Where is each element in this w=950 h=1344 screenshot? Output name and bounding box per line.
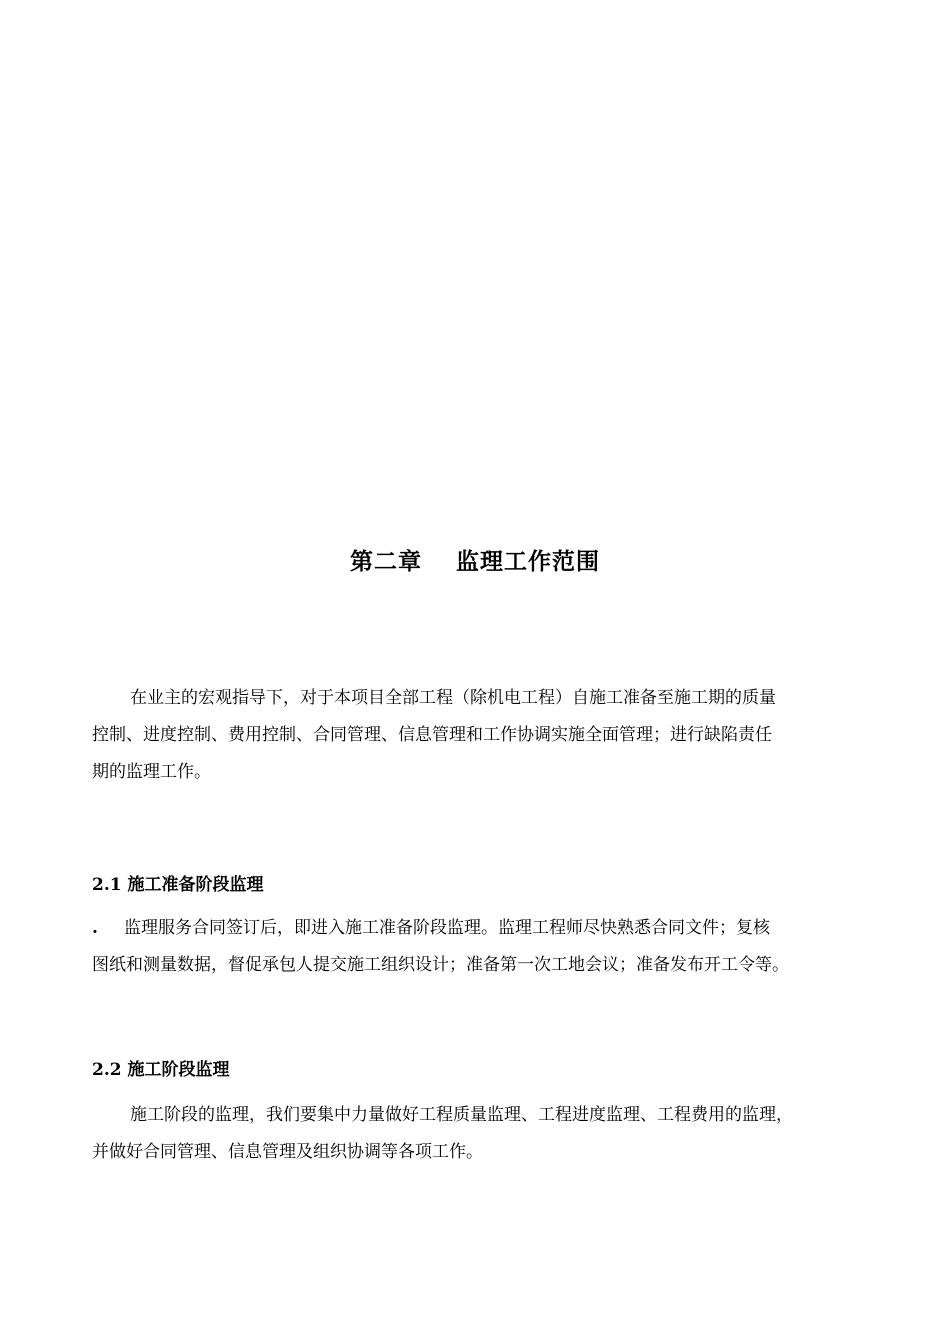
- section-2-2-paragraph: [92, 1097, 864, 1171]
- section-2-1-line-text: 监理服务合同签订后，即进入施工准备阶段监理。监理工程师尽快熟悉合同文件；复核: [124, 918, 770, 938]
- intro-line: 控制、进度控制、费用控制、合同管理、信息管理和工作协调实施全面管理；进行缺陷责任: [92, 725, 772, 745]
- chapter-number: 第二章: [350, 548, 422, 575]
- section-2-1-line: [92, 910, 864, 947]
- bullet-marker: .: [92, 918, 98, 938]
- chapter-name: 监理工作范围: [456, 548, 600, 575]
- intro-line: 期的监理工作。: [92, 762, 211, 782]
- section-heading-2-2: 2.2 施工阶段监理: [92, 1060, 230, 1080]
- intro-paragraph: [92, 680, 864, 791]
- chapter-title: [0, 544, 950, 580]
- section-2-1-paragraph: [92, 910, 864, 984]
- section-2-2-line: 施工阶段的监理，我们要集中力量做好工程质量监理、工程进度监理、工程费用的监理，: [130, 1105, 793, 1125]
- section-2-1-line: 图纸和测量数据，督促承包人提交施工组织设计；准备第一次工地会议；准备发布开工令等。: [92, 955, 789, 975]
- section-heading-2-1: 2.1 施工准备阶段监理: [92, 875, 264, 895]
- section-2-2-line: 并做好合同管理、信息管理及组织协调等各项工作。: [92, 1142, 483, 1162]
- intro-line: 在业主的宏观指导下，对于本项目全部工程（除机电工程）自施工准备至施工期的质量: [130, 688, 776, 708]
